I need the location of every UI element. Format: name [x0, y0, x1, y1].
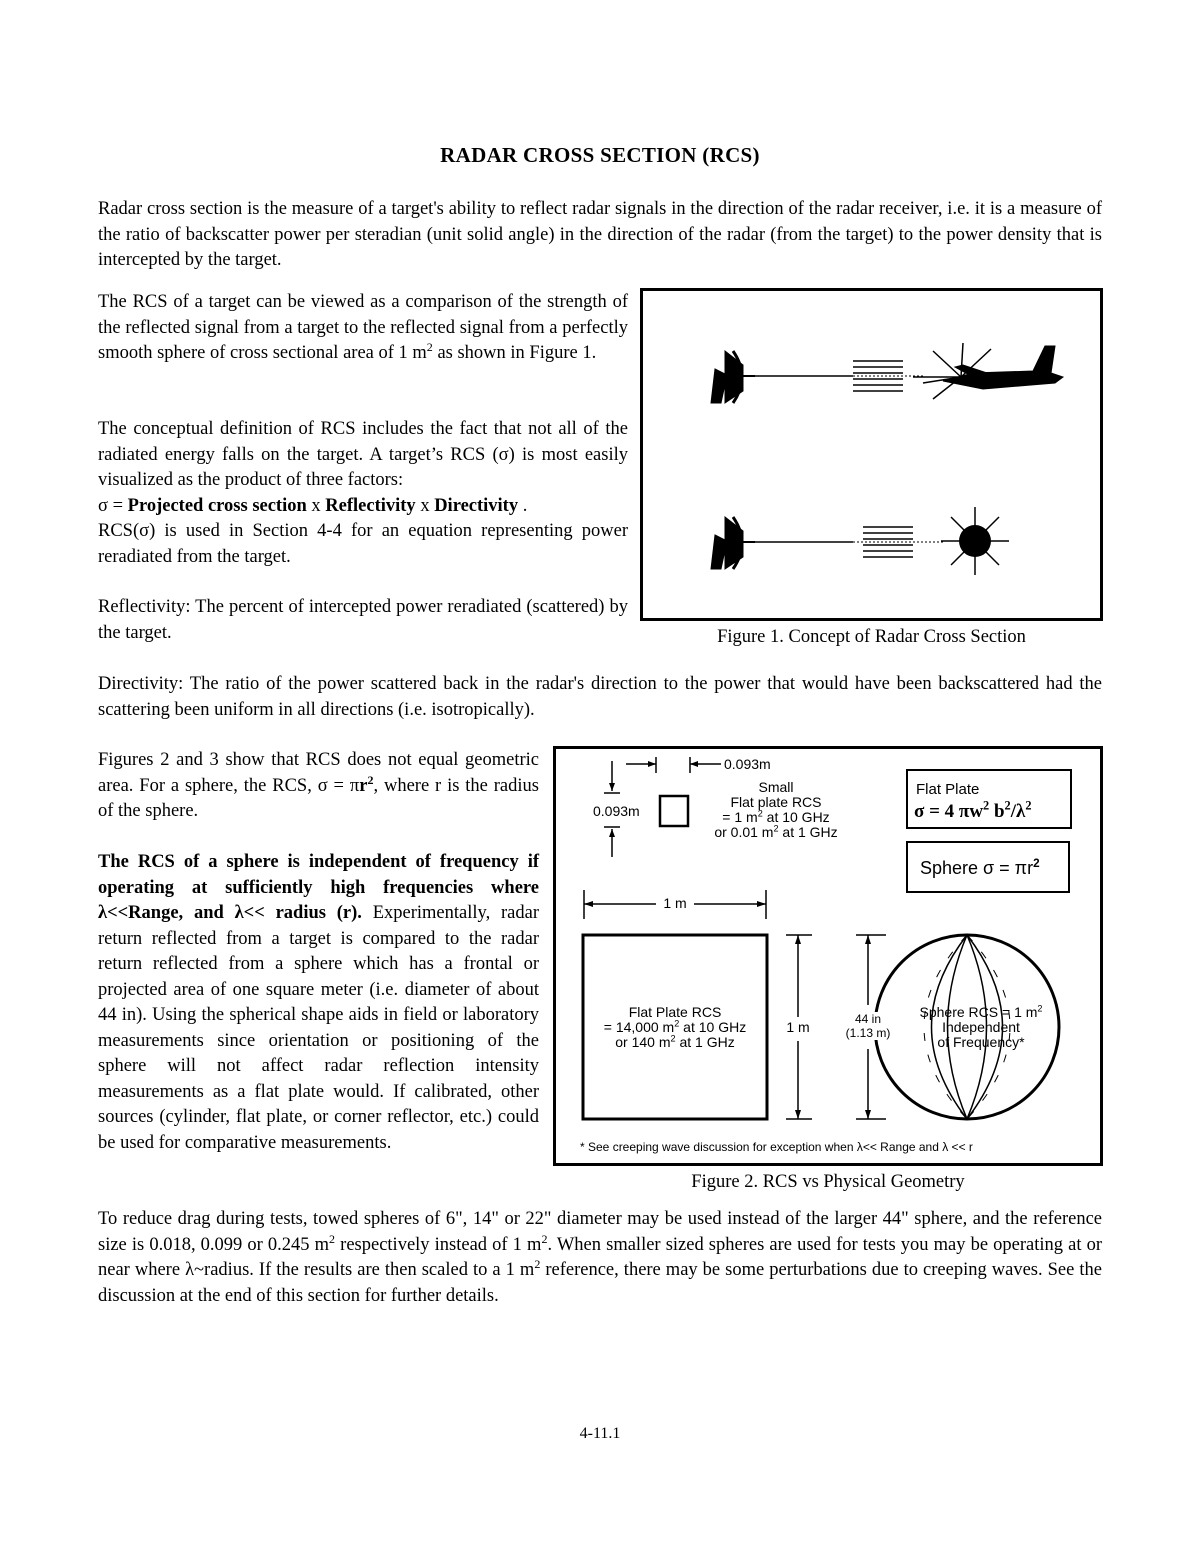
- formula-lead: σ =: [98, 495, 128, 516]
- small-plate-shape: [660, 796, 688, 826]
- large-line3-sup: 2: [670, 1033, 676, 1044]
- large-line2-freq: at 10 GHz: [679, 1019, 747, 1035]
- small-line3-freq: at 1 GHz: [778, 824, 838, 840]
- fig23-r: r: [359, 775, 368, 796]
- figure-2: [553, 746, 1103, 1166]
- concept-paragraph: [98, 417, 628, 570]
- small-line3-value: or 0.01 m: [714, 824, 774, 840]
- closing-part-1: To reduce drag during tests, towed spheres of 6", 14" or 22" diameter may be used instead of the larger 44" sphere, and the reference size is 0.018, 0.099 or 0.245 m: [98, 1209, 1102, 1255]
- sphere-line1-sup: 2: [1037, 1003, 1043, 1014]
- radar-dish-icon-2: [711, 517, 755, 569]
- flat-plate-box-title: Flat Plate: [916, 781, 980, 798]
- formula-part-3: /λ: [1010, 801, 1026, 822]
- closing-part-3: . When smaller sized spheres are used for tests you may be operating at or near where λ~radius. If the results are then scaled to a 1 m: [98, 1234, 1102, 1280]
- sphere-scatter-rays: [941, 507, 1009, 575]
- sphere-label: [906, 1005, 1056, 1050]
- sphere-formula-box: [906, 841, 1070, 893]
- fig23-text: Figures 2 and 3 show that RCS does not equal geometric area. For a sphere, the RCS, σ = π: [98, 750, 539, 796]
- formula-sup-1: 2: [983, 798, 990, 813]
- fig23-sup: 2: [367, 772, 374, 787]
- formula-part-2: b: [989, 801, 1005, 822]
- dim-113m-text: (1.13 m): [845, 1026, 891, 1040]
- closing-sup-2: 2: [541, 1231, 548, 1246]
- compare-text: The RCS of a target can be viewed as a comparison of the strength of the reflected signal from a target to the reflected signal from a perfectly smooth sphere of cross sectional area of 1 m: [98, 292, 628, 363]
- formula-end: .: [518, 495, 528, 516]
- sphere-paragraph: [98, 850, 539, 1156]
- radar-dish-icon: [711, 351, 755, 403]
- figure-2-footnote: * See creeping wave discussion for exception when λ<< Range and λ << r: [580, 1140, 973, 1154]
- concept-text: The conceptual definition of RCS includes the fact that not all of the radiated energy falls on the target. A target’s RCS (σ) is most easily visualized as the product of three factors:: [98, 419, 628, 490]
- sphere-line1-text: Sphere RCS = 1 m: [919, 1004, 1038, 1020]
- dim-44in-text: 44 in: [854, 1012, 882, 1026]
- sphere-formula-sup: 2: [1033, 857, 1040, 870]
- closing-part-4: reference, there may be some perturbations due to creeping waves. See the discussion at the end of this section for further details.: [98, 1260, 1102, 1306]
- figure-1: [640, 288, 1103, 621]
- formula-sup-2: 2: [1004, 798, 1011, 813]
- small-line2-sup: 2: [757, 808, 763, 819]
- closing-part-2: respectively instead of 1 m: [335, 1234, 542, 1255]
- closing-paragraph: [98, 1207, 1102, 1309]
- directivity-paragraph: Directivity: The ratio of the power scattered back in the radar's direction to the power that would have been backscattered had the scattering been uniform in all directions (i.e. isotropically).: [98, 674, 1102, 720]
- flat-plate-formula: [914, 799, 1032, 825]
- dim-44in: [840, 1012, 896, 1040]
- dim-top-label: 0.093m: [724, 756, 771, 772]
- closing-sup-1: 2: [329, 1231, 336, 1246]
- closing-sup-3: 2: [534, 1256, 541, 1271]
- large-plate-label: [586, 1005, 764, 1050]
- compare-paragraph: [98, 290, 628, 367]
- sphere-formula-text: Sphere σ = πr: [920, 858, 1034, 878]
- small-line3-sup: 2: [773, 823, 779, 834]
- formula-times-2: x: [415, 495, 435, 516]
- sphere-line3: of Frequency*: [937, 1034, 1025, 1050]
- small-line2-value: = 1 m: [722, 809, 758, 825]
- small-line3: [696, 825, 856, 840]
- formula-term-reflectivity: Reflectivity: [325, 495, 416, 516]
- sphere-text: Experimentally, radar return reflected from a target is compared to the radar return reflected from a sphere which has a frontal or projected area of one square meter (i.e. diameter of about 44 in). Using the spherical shape aids in field or laboratory measurements since orientation or positioning of the sphere will not affect radar reflection intensity measurements as a flat plate would. If calibrated, other sources (cylinder, flat plate, or corner reflector, etc.) could be used for comparative measurements.: [98, 903, 539, 1153]
- dim-left-label: 0.093m: [593, 803, 640, 819]
- sphere-bold-text: The RCS of a sphere is independent of frequency if operating at sufficiently high frequencies where λ<<Range, and λ<< radius (r).: [98, 852, 539, 923]
- compare-tail: as shown in Figure 1.: [432, 343, 597, 363]
- formula-times-1: x: [306, 495, 326, 516]
- figure-1-caption: Figure 1. Concept of Radar Cross Section: [717, 627, 1026, 647]
- small-line1: Flat plate RCS: [730, 794, 822, 810]
- figure-1-illustration: [643, 291, 1100, 618]
- small-plate-label: [696, 780, 856, 840]
- large-line1: Flat Plate RCS: [628, 1004, 722, 1020]
- intro-paragraph: Radar cross section is the measure of a target's ability to reflect radar signals in the direction of the radar receiver, i.e. it is a measure of the ratio of backscatter power per steradian (unit solid angle) in the direction of the radar (from the target) to the power density that is intercepted by the target.: [98, 199, 1102, 270]
- formula-sup-3: 2: [1025, 798, 1032, 813]
- large-line3-value: or 140 m: [615, 1034, 671, 1050]
- flat-plate-formula-box: [906, 769, 1072, 829]
- sphere-formula: [920, 856, 1040, 882]
- formula-term-directivity: Directivity: [434, 495, 519, 516]
- small-title: Small: [758, 779, 794, 795]
- reflectivity-paragraph: Reflectivity: The percent of intercepted power reradiated (scattered) by the target.: [98, 597, 628, 643]
- fig23-tail: , where r is the radius of the sphere.: [98, 775, 539, 821]
- formula-part-1: σ = 4 πw: [914, 801, 984, 822]
- sphere-line2: Independent: [942, 1019, 1020, 1035]
- page-title: RADAR CROSS SECTION (RCS): [440, 143, 760, 167]
- fig23-paragraph: [98, 748, 539, 825]
- large-line2-value: = 14,000 m: [603, 1019, 675, 1035]
- dim-1m-side: 1 m: [782, 1020, 814, 1035]
- large-line2-sup: 2: [674, 1018, 680, 1029]
- dim-1m-top: 1 m: [656, 896, 694, 911]
- page-number: 4-11.1: [579, 1425, 621, 1442]
- large-line3: [586, 1035, 764, 1050]
- concept-after: RCS(σ) is used in Section 4-4 for an equation representing power reradiated from the target.: [98, 521, 628, 567]
- sphere-line1: [906, 1005, 1056, 1020]
- compare-sup: 2: [426, 339, 433, 354]
- figure-2-caption: Figure 2. RCS vs Physical Geometry: [691, 1172, 965, 1192]
- small-line2-freq: at 10 GHz: [762, 809, 830, 825]
- formula-term-projected: Projected cross section: [127, 495, 307, 516]
- large-line3-freq: at 1 GHz: [675, 1034, 735, 1050]
